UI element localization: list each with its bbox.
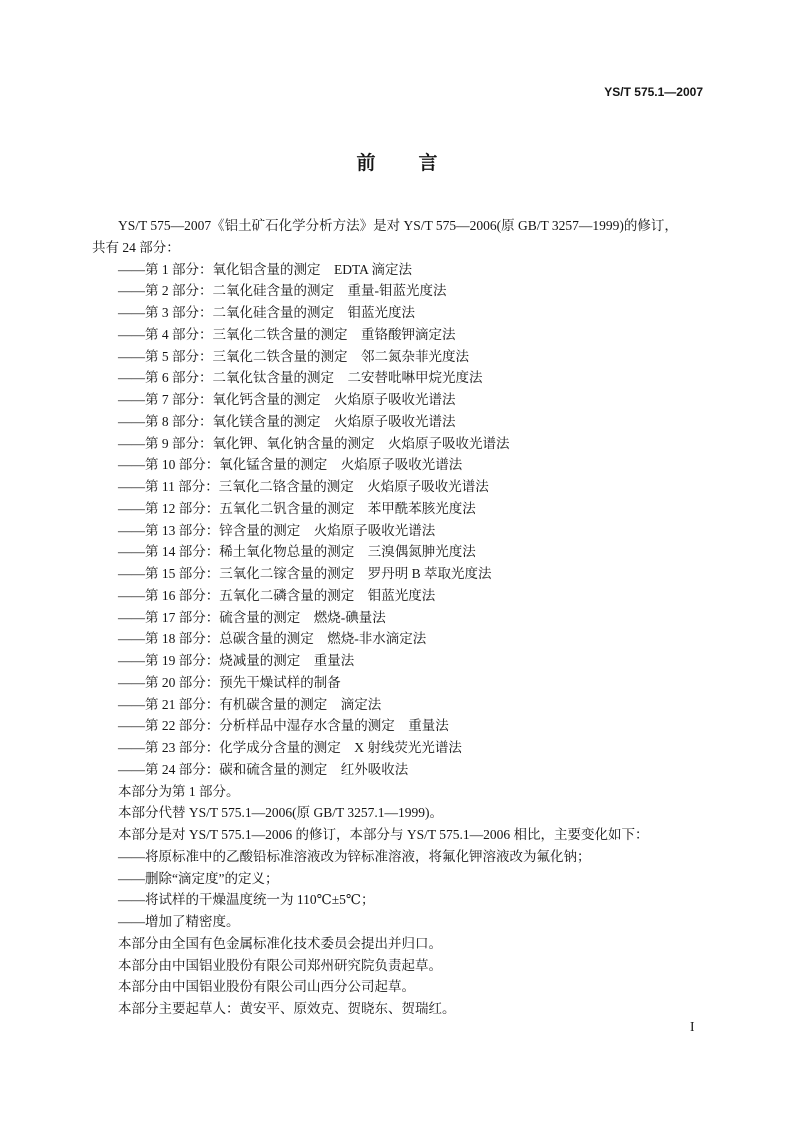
part-item: ——第 13 部分：锌含量的测定 火焰原子吸收光谱法 <box>118 522 436 538</box>
part-item: ——第 24 部分：碳和硫含量的测定 红外吸收法 <box>118 761 409 777</box>
part-item: ——第 6 部分：二氧化钛含量的测定 二安替吡啉甲烷光度法 <box>118 370 483 386</box>
page-number: I <box>690 1019 695 1034</box>
statement-line: 本部分是对 YS/T 575.1—2006 的修订，本部分与 YS/T 575.1—2006 相比，主要变化如下： <box>118 827 649 842</box>
part-item: ——第 7 部分：氧化钙含量的测定 火焰原子吸收光谱法 <box>118 392 456 407</box>
closing-line: 本部分主要起草人：黄安平、原效克、贺晓东、贺瑞红。 <box>118 1001 456 1016</box>
intro-line: YS/T 575—2007《铝土矿石化学分析方法》是对 YS/T 575—2006(原 GB/T 3257—1999)的修订， <box>118 218 678 233</box>
closing-line: 本部分由全国有色金属标准化技术委员会提出并归口。 <box>118 935 442 951</box>
part-item: ——第 11 部分：三氧化二铬含量的测定 火焰原子吸收光谱法 <box>118 479 489 494</box>
part-item: ——第 1 部分：氧化铝含量的测定 EDTA 滴定法 <box>118 261 413 277</box>
part-item: ——第 2 部分：二氧化硅含量的测定 重量-钼蓝光度法 <box>118 283 447 299</box>
part-item: ——第 10 部分：氧化锰含量的测定 火焰原子吸收光谱法 <box>118 457 463 473</box>
statement-line: 本部分代替 YS/T 575.1—2006(原 GB/T 3257.1—1999)。 <box>118 805 444 821</box>
part-item: ——第 17 部分：硫含量的测定 燃烧-碘量法 <box>118 609 386 625</box>
standard-number: YS/T 575.1—2007 <box>604 85 703 99</box>
intro-line: 共有 24 部分： <box>92 239 180 255</box>
parts-list <box>92 259 703 781</box>
part-item: ——第 16 部分：五氧化二磷含量的测定 钼蓝光度法 <box>118 587 436 603</box>
part-item: ——第 8 部分：氧化镁含量的测定 火焰原子吸收光谱法 <box>118 413 456 429</box>
part-item: ——第 12 部分：五氧化二钒含量的测定 苯甲酰苯胲光度法 <box>118 500 476 516</box>
part-item: ——第 22 部分：分析样品中湿存水含量的测定 重量法 <box>118 718 449 734</box>
part-item: ——第 20 部分：预先干燥试样的制备 <box>118 674 341 690</box>
part-item: ——第 5 部分：三氧化二铁含量的测定 邻二氮杂菲光度法 <box>118 348 469 364</box>
part-item: ——第 23 部分：化学成分含量的测定 X 射线荧光光谱法 <box>118 740 462 755</box>
change-item: ——将原标准中的乙酸铅标准溶液改为锌标准溶液，将氟化钾溶液改为氟化钠； <box>118 848 591 864</box>
part-item: ——第 21 部分：有机碳含量的测定 滴定法 <box>118 696 382 712</box>
part-item: ——第 14 部分：稀土氧化物总量的测定 三溴偶氮胂光度法 <box>118 544 476 560</box>
change-item: ——将试样的干燥温度统一为 110℃±5℃； <box>118 892 375 908</box>
change-item: ——删除“滴定度”的定义； <box>118 870 279 886</box>
changes-list <box>92 846 703 933</box>
part-item: ——第 4 部分：三氧化二铁含量的测定 重铬酸钾滴定法 <box>118 326 456 342</box>
closing-line: 本部分由中国铝业股份有限公司山西分公司起草。 <box>118 979 415 995</box>
part-item: ——第 9 部分：氧化钾、氧化钠含量的测定 火焰原子吸收光谱法 <box>118 435 510 451</box>
part-item: ——第 19 部分：烧减量的测定 重量法 <box>118 653 355 668</box>
page-title: 前 言 <box>356 152 450 174</box>
part-item: ——第 15 部分：三氧化二镓含量的测定 罗丹明 B 萃取光度法 <box>118 566 492 581</box>
change-item: ——增加了精密度。 <box>118 914 240 929</box>
part-item: ——第 18 部分：总碳含量的测定 燃烧-非水滴定法 <box>118 631 427 647</box>
closing-line: 本部分由中国铝业股份有限公司郑州研究院负责起草。 <box>118 957 442 973</box>
foreword-body <box>92 215 703 1020</box>
statement-line: 本部分为第 1 部分。 <box>118 783 240 799</box>
part-item: ——第 3 部分：二氧化硅含量的测定 钼蓝光度法 <box>118 305 415 320</box>
